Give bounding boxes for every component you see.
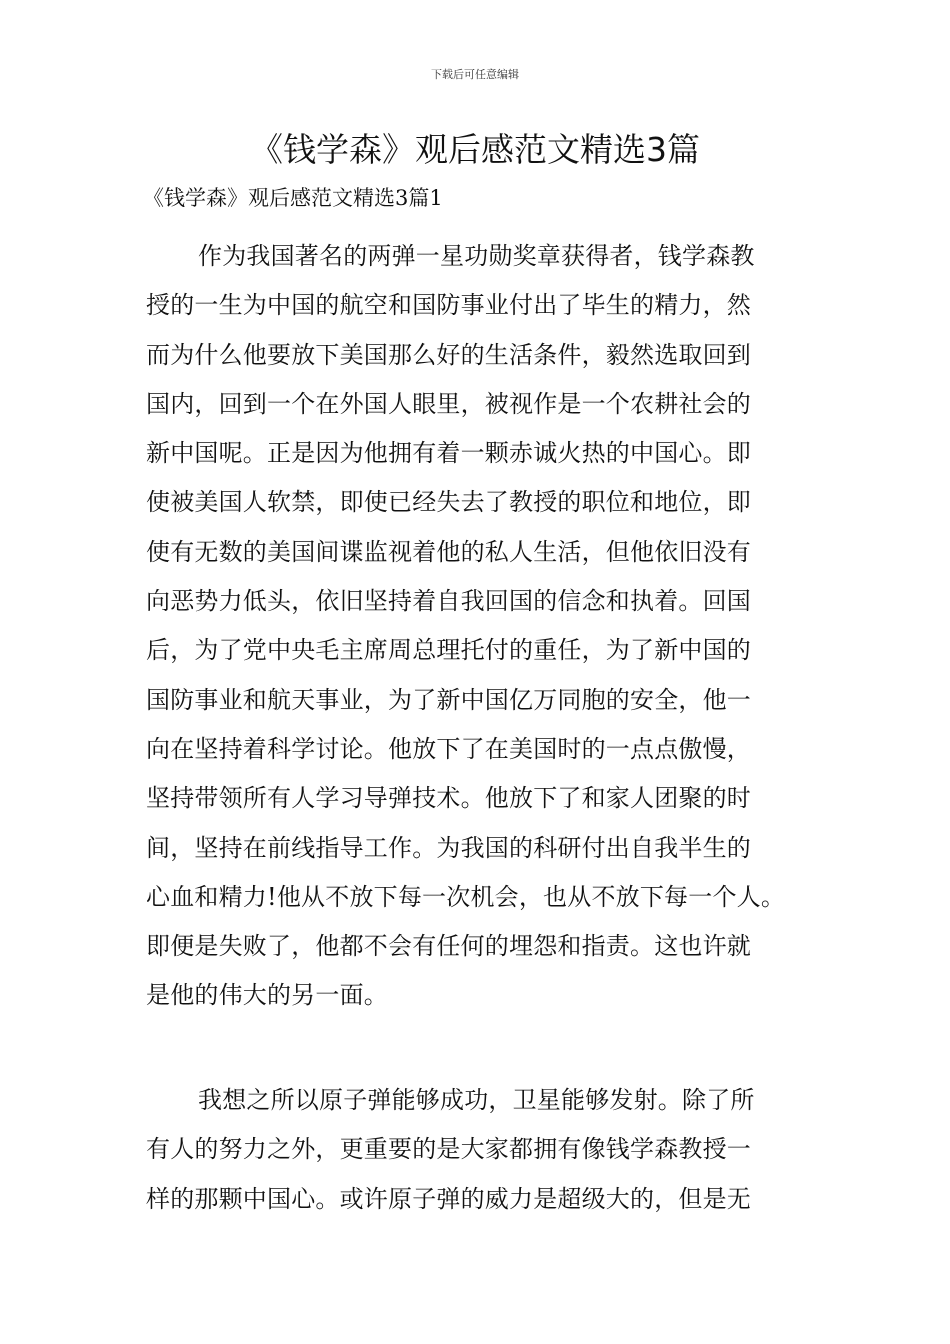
paragraph-line: 向在坚持着科学讨论。他放下了在美国时的一点点傲慢， <box>146 734 751 763</box>
paragraph-line: 而为什么他要放下美国那么好的生活条件，毅然选取回到 <box>146 340 751 369</box>
paragraph-line: 授的一生为中国的航空和国防事业付出了毕生的精力，然 <box>146 291 751 320</box>
paragraph-line: 新中国呢。正是因为他拥有着一颗赤诚火热的中国心。即 <box>146 439 751 468</box>
paragraph-line: 国内，回到一个在外国人眼里，被视作是一个农耕社会的 <box>146 389 751 418</box>
section-heading: 《钱学森》观后感范文精选3篇1 <box>143 186 443 210</box>
paragraph-line: 即便是失败了，他都不会有任何的埋怨和指责。这也许就 <box>146 932 751 961</box>
paragraph-line: 后，为了党中央毛主席周总理托付的重任，为了新中国的 <box>146 636 751 665</box>
paragraph-line: 国防事业和航天事业，为了新中国亿万同胞的安全，他一 <box>146 685 751 714</box>
paragraph-line: 向恶势力低头，依旧坚持着自我回国的信念和执着。回国 <box>146 587 751 616</box>
paragraph-2 <box>146 1076 826 1224</box>
paragraph-line: 使有无数的美国间谍监视着他的私人生活，但他依旧没有 <box>146 537 751 566</box>
paragraph-line: 有人的努力之外，更重要的是大家都拥有像钱学森教授一 <box>146 1135 751 1164</box>
paragraph-line: 是他的伟大的另一面。 <box>146 981 388 1010</box>
paragraph-line: 作为我国著名的两弹一星功勋奖章获得者，钱学森教 <box>198 242 755 270</box>
paragraph-line: 我想之所以原子弹能够成功，卫星能够发射。除了所 <box>198 1086 755 1114</box>
paragraph-line: 使被美国人软禁，即使已经失去了教授的职位和地位，即 <box>146 488 751 517</box>
paragraph-line: 心血和精力!他从不放下每一次机会，也从不放下每一个人。 <box>146 882 786 911</box>
paragraph-1 <box>146 232 826 1021</box>
paragraph-line: 坚持带领所有人学习导弹技术。他放下了和家人团聚的时 <box>146 784 751 813</box>
header-note: 下载后可任意编辑 <box>431 68 519 81</box>
paragraph-line: 样的那颗中国心。或许原子弹的威力是超级大的，但是无 <box>146 1184 751 1213</box>
document-title: 《钱学森》观后感范文精选3篇 <box>250 130 700 169</box>
paragraph-line: 间，坚持在前线指导工作。为我国的科研付出自我半生的 <box>146 833 751 862</box>
